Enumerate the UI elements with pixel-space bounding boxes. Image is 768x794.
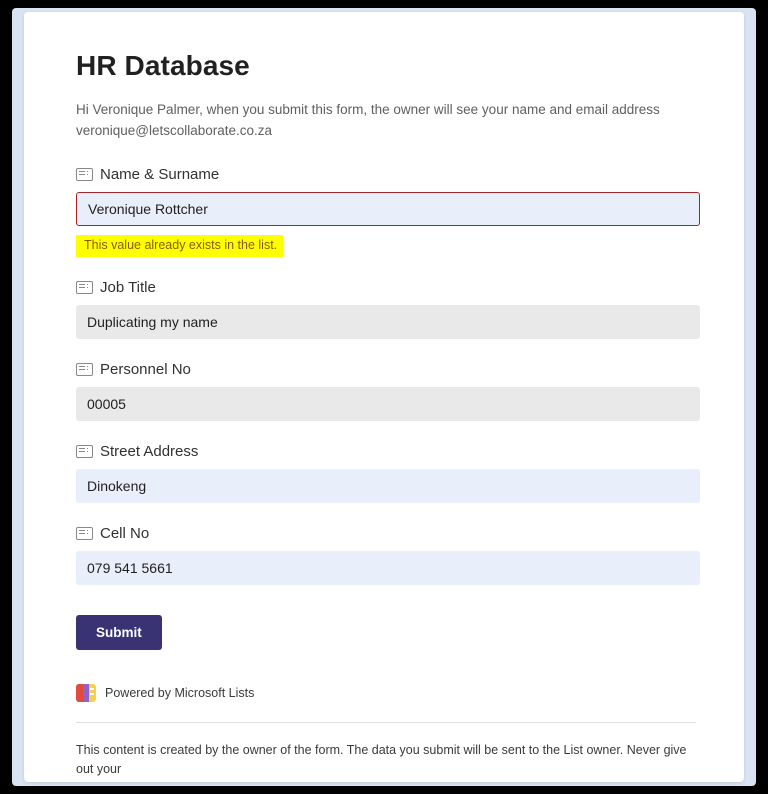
text-field-icon: [76, 363, 93, 376]
cell-no-input[interactable]: [76, 551, 700, 585]
form-card: [24, 12, 744, 782]
field-label-row: [76, 443, 700, 460]
text-field-icon: [76, 168, 93, 181]
field-label-row: [76, 361, 700, 378]
field-label-row: [76, 279, 700, 296]
page-title: HR Database: [76, 50, 250, 81]
personnel-no-input[interactable]: [76, 387, 700, 421]
field-label-text: Personnel No: [100, 360, 191, 378]
field-label-row: [76, 166, 700, 183]
field-label-text: Street Address: [100, 442, 199, 460]
field-name-surname: [76, 166, 700, 257]
field-label-row: [76, 525, 700, 542]
field-personnel-no: [76, 361, 700, 421]
field-street-address: [76, 443, 700, 503]
field-label-text: Job Title: [100, 278, 156, 296]
submit-row: [76, 615, 700, 650]
lists-icon-lines: [90, 688, 94, 690]
text-field-icon: [76, 527, 93, 540]
form-body: [24, 12, 744, 778]
field-cell-no: [76, 525, 700, 585]
footer-disclaimer: This content is created by the owner of the form. The data you submit will be sent to the List owner. Never give out your: [76, 722, 696, 779]
powered-by-row: [76, 684, 700, 702]
name-surname-input[interactable]: [76, 192, 700, 226]
lists-icon-red-strip: [76, 684, 83, 702]
job-title-input[interactable]: [76, 305, 700, 339]
form-subtitle: Hi Veronique Palmer, when you submit this form, the owner will see your name and email address veronique@letscollaborate.co.za: [76, 102, 660, 138]
submit-button[interactable]: Submit: [76, 615, 162, 650]
powered-by-text: Powered by Microsoft Lists: [105, 685, 255, 700]
text-field-icon: [76, 281, 93, 294]
microsoft-lists-icon: [76, 684, 96, 702]
street-address-input[interactable]: [76, 469, 700, 503]
field-label-text: Cell No: [100, 524, 150, 542]
field-label-text: Name & Surname: [100, 165, 220, 183]
lists-icon-purple-strip: [83, 684, 89, 702]
text-field-icon: [76, 445, 93, 458]
field-job-title: [76, 279, 700, 339]
validation-error-message: This value already exists in the list.: [76, 235, 283, 257]
